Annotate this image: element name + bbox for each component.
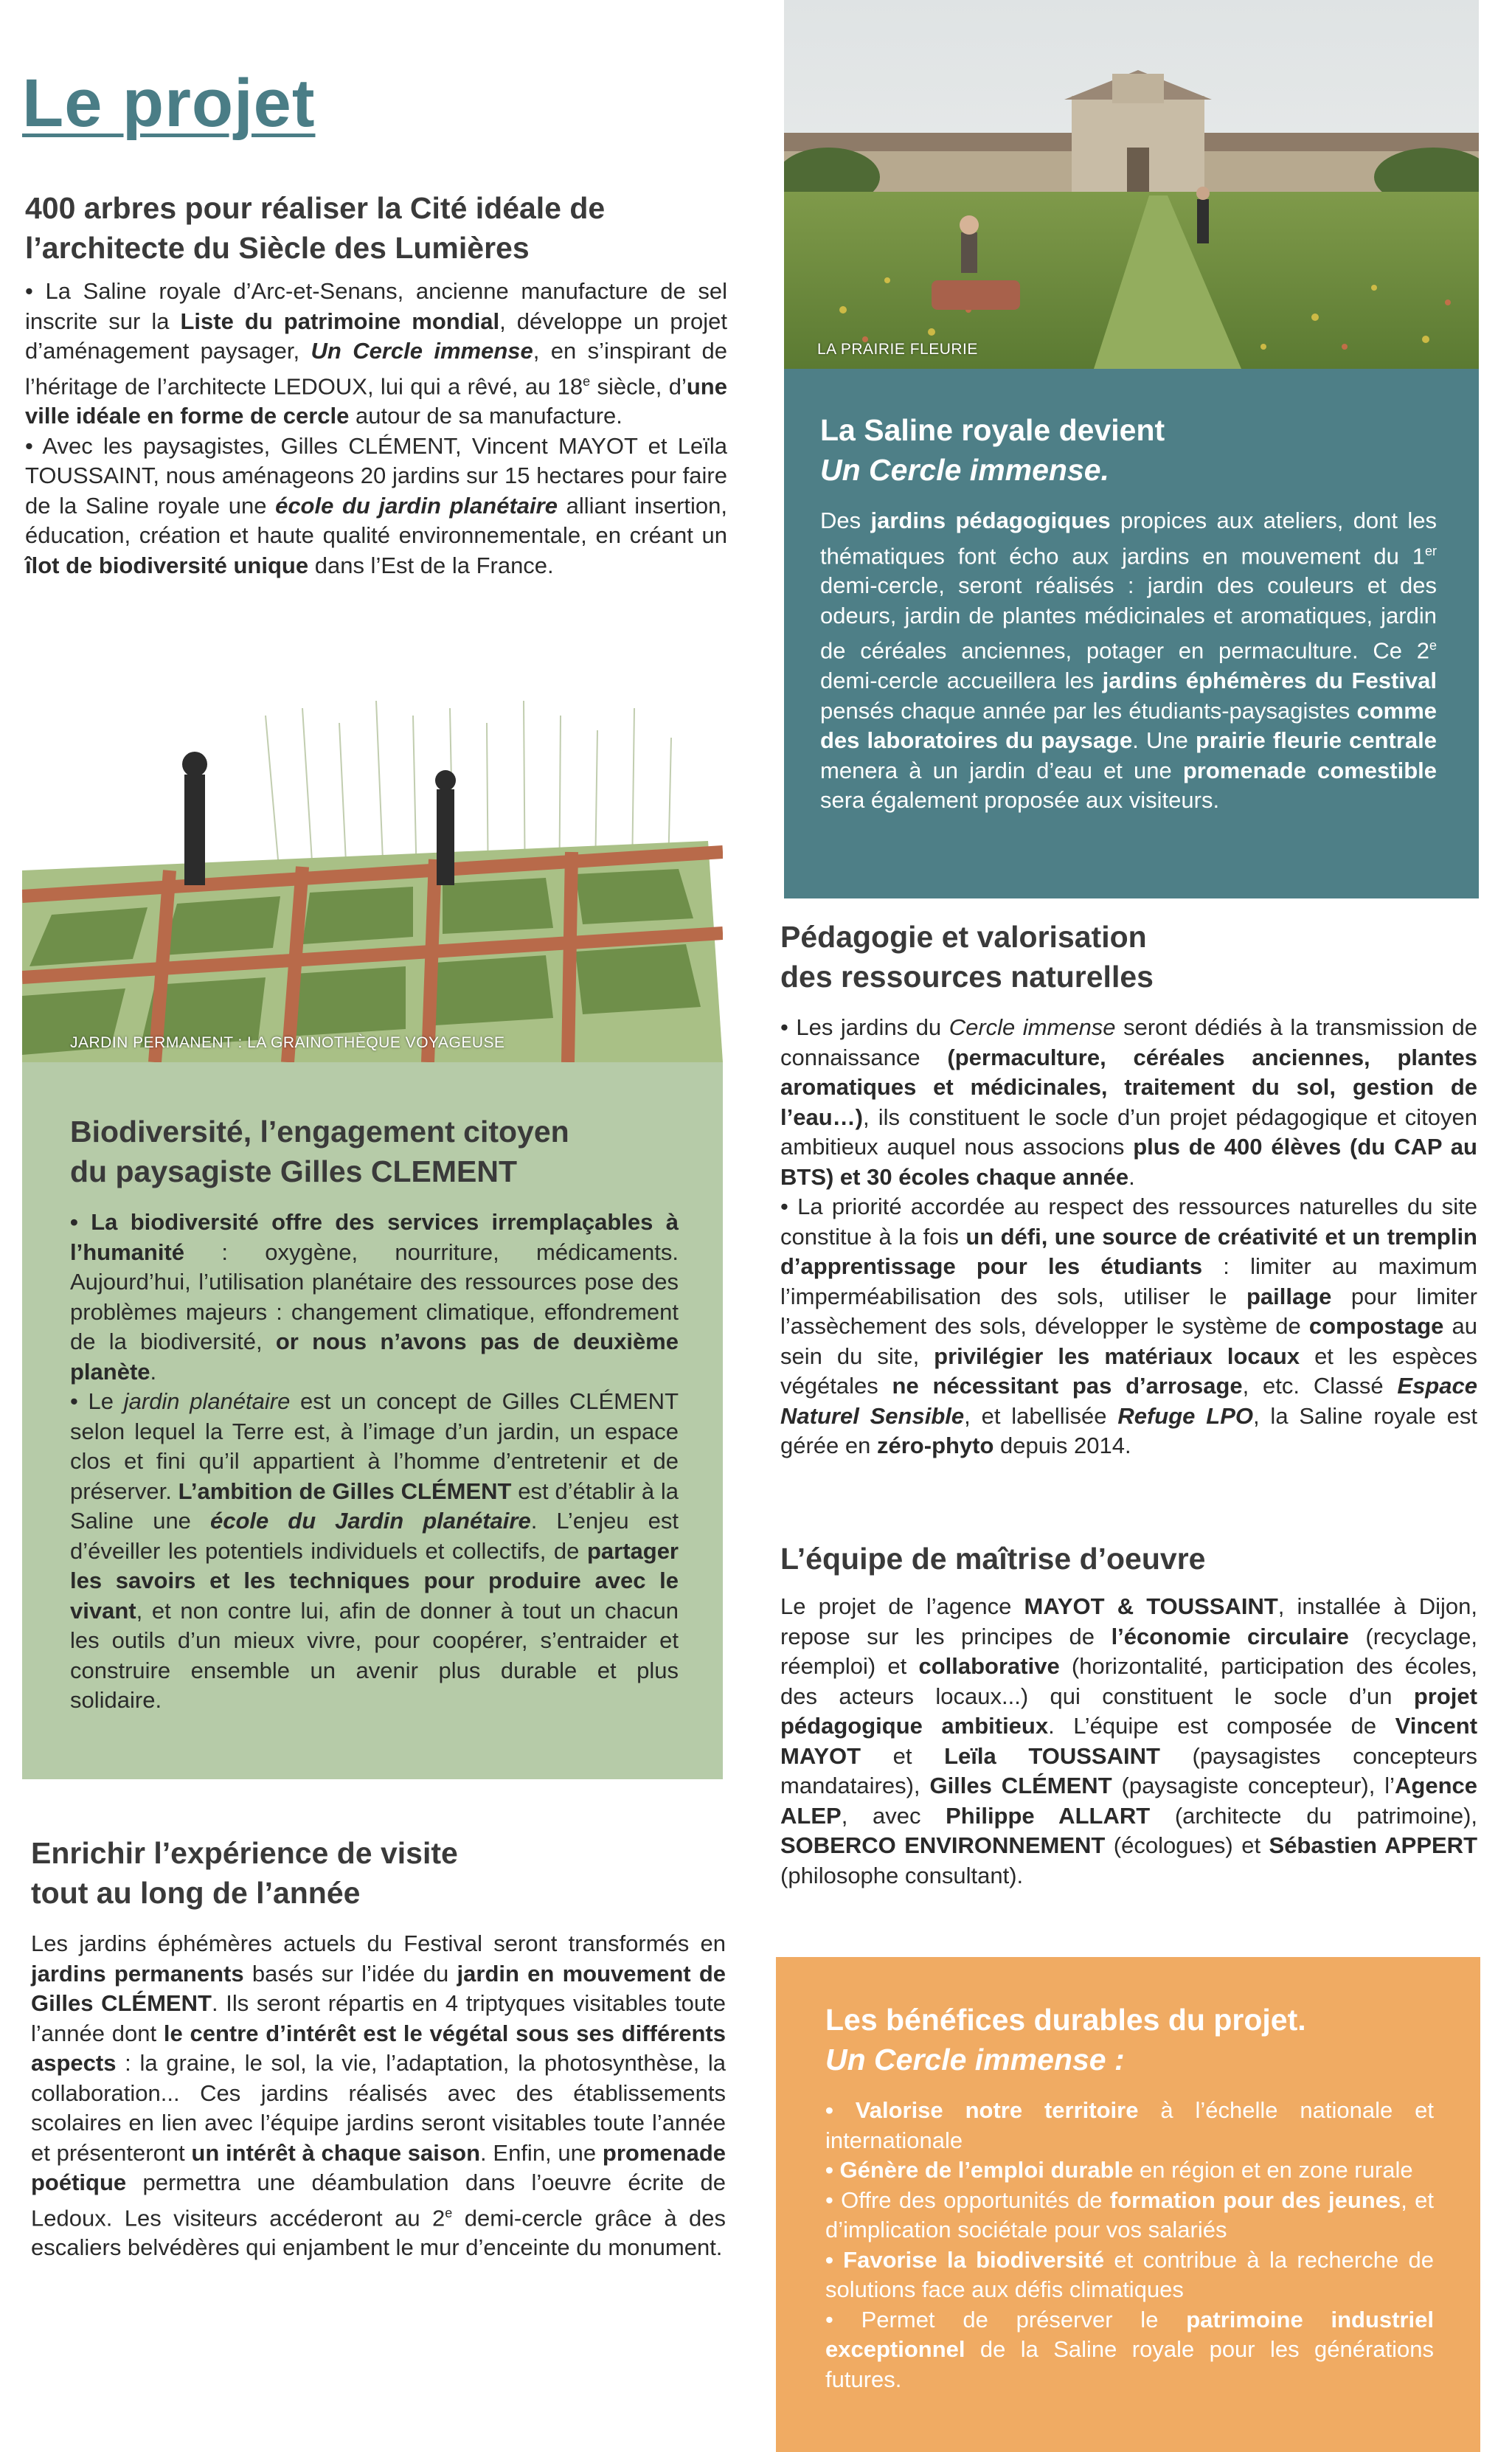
pedagogy-paragraph-2: • La priorité accordée au respect des ressources naturelles du site constitue à la fois un défi, une source de créativité et un tremplin d’apprentissage pour les étudiants : limiter au maximum l’imperméabilisation des sols, utiliser le paillage pour limiter l’assèchement des sols, développer le système de compostage au sein du site, privilégier les matériaux locaux et les espèces végétales ne nécessitant pas d’arrosage, etc. Classé Espace Naturel Sensible, et labellisée Refuge LPO, la Saline royale est gérée en zéro-phyto depuis 2014. bbox=[780, 1194, 1478, 1458]
team-section bbox=[780, 1539, 1477, 1891]
teal-heading-line1: La Saline royale devient bbox=[820, 413, 1165, 447]
team-paragraph: Le projet de l’agence MAYOT & TOUSSAINT, installée à Dijon, repose sur les principes de l’économie circulaire (recyclage, réemploi) et collaborative (horizontalité, participation des écoles, des acteurs locaux...) qui constituent le socle d’un projet pédagogique ambitieux. L’équipe est composée de Vincent MAYOT et Leïla TOUSSAINT (paysagistes concepteurs mandataires), Gilles CLÉMENT (paysagiste concepteur), l’Agence ALEP, avec Philippe ALLART (architecte du patrimoine), SOBERCO ENVIRONNEMENT (écologues) et Sébastien APPERT (philosophe consultant). bbox=[780, 1593, 1478, 1888]
pedagogy-heading bbox=[780, 917, 1477, 997]
biodiversity-paragraph-2: • Le jardin planétaire est un concept de Gilles CLÉMENT selon lequel la Terre est, à l’image d’un jardin, un espace clos et fini qu’il appartient à l’homme d’entretenir et de préserver. L’ambition de Gilles CLÉMENT est d’établir à la Saline une école du Jardin planétaire. L’enjeu est d’éveiller les potentiels individuels et collectifs, de partager les savoirs et les techniques pour produire avec le vivant, et non contre lui, afin de donner à tout un chacun les outils d’un mieux vivre, pour coopérer, s’entraider et construire ensemble un avenir plus durable et plus solidaire. bbox=[70, 1388, 679, 1713]
teal-heading bbox=[820, 410, 1437, 490]
biodiversity-heading-line1: Biodiversité, l’engagement citoyen bbox=[70, 1115, 569, 1149]
benefit-item-5: • Permet de préserver le patrimoine industriel exceptionnel de la Saline royale pour les générations futures. bbox=[825, 2306, 1434, 2392]
benefits-list bbox=[825, 2096, 1434, 2394]
intro-paragraph-1: • La Saline royale d’Arc-et-Senans, ancienne manufacture de sel inscrite sur la Liste du patrimoine mondial, développe un projet d’aménagement paysager, Un Cercle immense, en s’inspirant de l’héritage de l’architecte LEDOUX, lui qui a rêvé, au 18e siècle, d’une ville idéale en forme de cercle autour de sa manufacture. bbox=[25, 278, 728, 429]
teal-heading-line2: Un Cercle immense. bbox=[820, 453, 1109, 487]
teal-paragraph: Des jardins pédagogiques propices aux ateliers, dont les thématiques font écho aux jardins en mouvement du 1er demi-cercle, seront réalisés : jardin des couleurs et des odeurs, jardin de plantes médicinales et aromatiques, jardin de céréales anciennes, potager en permaculture. Ce 2e demi-cercle accueillera les jardins éphémères du Festival pensés chaque année par les étudiants-paysagistes comme des laboratoires du paysage. Une prairie fleurie centrale menera à un jardin d’eau et une promenade comestible sera également proposée aux visiteurs. bbox=[820, 508, 1437, 814]
intro-heading bbox=[25, 188, 727, 268]
benefits-heading-line2: Un Cercle immense : bbox=[825, 2043, 1125, 2077]
biodiversity-box bbox=[22, 1062, 723, 1779]
intro-paragraph-2: • Avec les paysagistes, Gilles CLÉMENT, Vincent MAYOT et Leïla TOUSSAINT, nous aménageons 20 jardins sur 15 hectares pour faire de la Saline royale une école du jardin planétaire alliant insertion, éducation, création et haute qualité environnementale, en créant un îlot de biodiversité unique dans l’Est de la France. bbox=[25, 432, 727, 578]
benefits-heading bbox=[825, 2000, 1434, 2079]
meadow-photo-caption: LA PRAIRIE FLEURIE bbox=[817, 341, 978, 358]
intro-section bbox=[25, 188, 727, 581]
pedagogy-section bbox=[780, 917, 1477, 1461]
visit-section bbox=[31, 1833, 726, 2263]
intro-heading-line1: 400 arbres pour réaliser la Cité idéale de bbox=[25, 191, 606, 225]
visit-heading bbox=[31, 1833, 726, 1913]
benefits-heading-line1: Les bénéfices durables du projet. bbox=[825, 2003, 1306, 2037]
garden-sketch-caption: JARDIN PERMANENT : LA GRAINOTHÈQUE VOYAGEUSE bbox=[70, 1034, 505, 1051]
visit-heading-line1: Enrichir l’expérience de visite bbox=[31, 1836, 458, 1870]
benefit-item-4: • Favorise la biodiversité et contribue à la recherche de solutions face aux défis climatiques bbox=[825, 2246, 1434, 2302]
teal-box bbox=[784, 369, 1479, 898]
visit-paragraph: Les jardins éphémères actuels du Festival seront transformés en jardins permanents basés sur l’idée du jardin en mouvement de Gilles CLÉMENT. Ils seront répartis en 4 triptyques visitables toute l’année dont le centre d’intérêt est le végétal sous ses différents aspects : la graine, le sol, la vie, l’adaptation, la photosynthèse, la collaboration... Ces jardins réalisés avec des établissements scolaires en lien avec l’équipe jardins seront visitables toute l’année et présenteront un intérêt à chaque saison. Enfin, une promenade poétique permettra une déambulation dans l’oeuvre écrite de Ledoux. Les visiteurs accéderont au 2e demi-cercle grâce à des escaliers belvédères qui enjambent le mur d’enceinte du monument. bbox=[31, 1930, 726, 2261]
meadow-photo-icon bbox=[784, 0, 1479, 369]
benefit-item-1: • Valorise notre territoire à l’échelle nationale et internationale bbox=[825, 2097, 1434, 2153]
page-title: Le projet bbox=[22, 66, 316, 141]
pedagogy-paragraph-1: • Les jardins du Cercle immense seront dédiés à la transmission de connaissance (permaculture, céréales anciennes, plantes aromatiques et médicinales, traitement du sol, gestion de l’eau…), ils constituent le socle d’un projet pédagogique et citoyen ambitieux auquel nous associons plus de 400 élèves (du CAP au BTS) et 30 écoles chaque année. bbox=[780, 1014, 1477, 1190]
benefit-item-3: • Offre des opportunités de formation pour des jeunes, et d’implication sociétale pour vos salariés bbox=[825, 2186, 1434, 2243]
intro-heading-line2: l’architecte du Siècle des Lumières bbox=[25, 231, 530, 265]
benefits-box bbox=[776, 1957, 1480, 2452]
biodiversity-heading bbox=[70, 1112, 679, 1191]
team-heading: L’équipe de maîtrise d’oeuvre bbox=[780, 1542, 1206, 1576]
pedagogy-heading-line1: Pédagogie et valorisation bbox=[780, 920, 1147, 954]
garden-sketch-photo bbox=[22, 693, 723, 1062]
garden-sketch-icon bbox=[22, 693, 723, 1062]
meadow-photo bbox=[784, 0, 1479, 369]
benefit-item-2: • Génère de l’emploi durable en région et en zone rurale bbox=[825, 2157, 1413, 2183]
biodiversity-heading-line2: du paysagiste Gilles CLEMENT bbox=[70, 1154, 518, 1188]
pedagogy-heading-line2: des ressources naturelles bbox=[780, 960, 1154, 994]
biodiversity-paragraph-1: • La biodiversité offre des services irremplaçables à l’humanité : oxygène, nourriture, médicaments. Aujourd’hui, l’utilisation planétaire des ressources pose des problèmes majeurs : changement climatique, effondrement de la biodiversité, or nous n’avons pas de deuxième planète. bbox=[70, 1209, 679, 1385]
visit-heading-line2: tout au long de l’année bbox=[31, 1876, 361, 1910]
